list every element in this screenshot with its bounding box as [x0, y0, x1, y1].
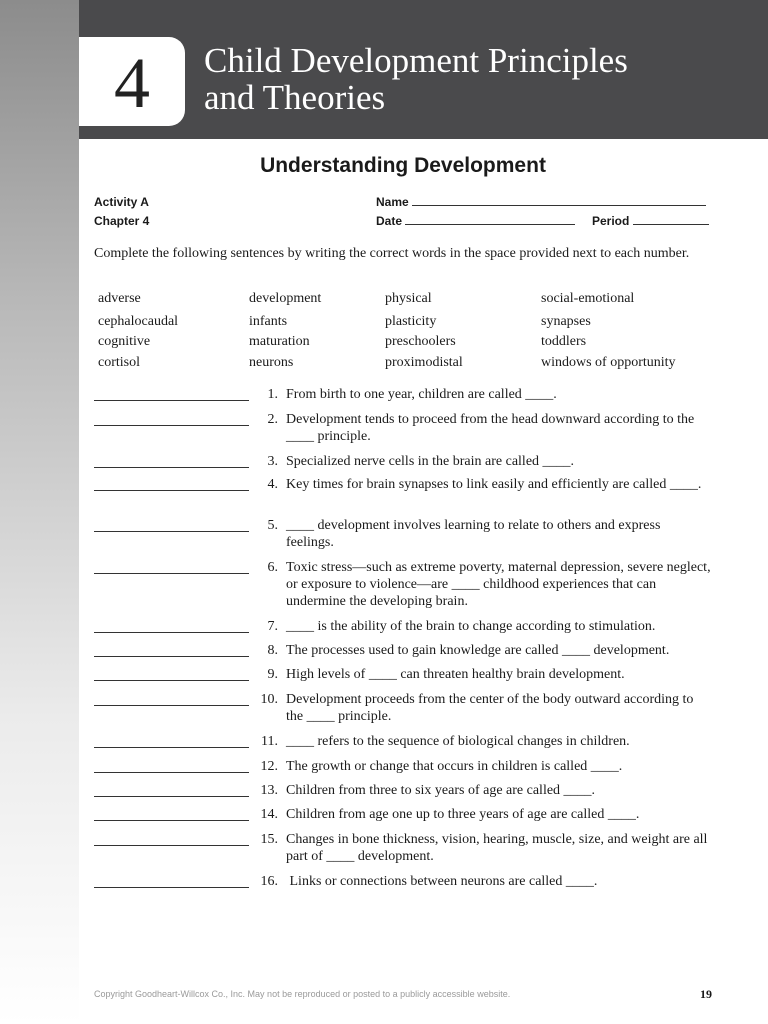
chapter-number: 4 — [114, 43, 150, 123]
answer-blank[interactable] — [94, 691, 249, 706]
answer-blank[interactable] — [94, 411, 249, 426]
question-text: Development proceeds from the center of the body outward according to the ____ principle. — [286, 692, 694, 724]
question-number: 7. — [267, 619, 278, 634]
question-number: 6. — [267, 560, 278, 575]
question-number: 9. — [267, 667, 278, 682]
copyright-notice: Copyright Goodheart-Willcox Co., Inc. May not be reproduced or posted to a publicly accessible website. — [94, 989, 511, 999]
answer-blank[interactable] — [94, 733, 249, 748]
word-bank-item: cephalocaudal — [98, 314, 179, 329]
instructions: Complete the following sentences by writing the correct words in the space provided next to each number. — [94, 246, 690, 261]
question-text: Specialized nerve cells in the brain are called ____. — [286, 454, 575, 469]
question-text: From birth to one year, children are called ____. — [286, 387, 557, 402]
question-text: ____ development involves learning to relate to others and express feelings. — [286, 518, 661, 550]
answer-blank[interactable] — [94, 453, 249, 468]
question-text: Links or connections between neurons are called ____. — [286, 874, 598, 889]
word-bank-item: infants — [249, 314, 288, 329]
chapter-title-line-2: and Theories — [204, 78, 386, 117]
answer-blank[interactable] — [94, 386, 249, 401]
question-text: Changes in bone thickness, vision, hearing, muscle, size, and weight are all part of ____ development. — [286, 832, 708, 864]
question-text: Development tends to proceed from the head downward according to the ____ principle. — [286, 412, 695, 444]
period-label: Period — [592, 214, 630, 228]
answer-blank[interactable] — [94, 559, 249, 574]
answer-blank[interactable] — [94, 618, 249, 633]
answer-blank[interactable] — [94, 666, 249, 681]
answer-blank[interactable] — [94, 782, 249, 797]
word-bank-item: proximodistal — [385, 355, 463, 370]
date-field[interactable] — [376, 214, 575, 228]
period-field[interactable] — [592, 214, 709, 228]
question-text: The processes used to gain knowledge are called ____ development. — [286, 643, 670, 658]
activity-label: Activity A — [94, 195, 149, 209]
question-number: 14. — [260, 807, 278, 822]
section-title: Understanding Development — [260, 154, 546, 177]
period-input-line[interactable] — [633, 214, 709, 225]
chapter-title — [204, 42, 744, 116]
question-text: High levels of ____ can threaten healthy brain development. — [286, 667, 625, 682]
word-bank-item: physical — [385, 291, 432, 306]
word-bank-item: preschoolers — [385, 334, 456, 349]
word-bank-item: cortisol — [98, 355, 140, 370]
word-bank-item: development — [249, 291, 322, 306]
word-bank-item: windows of opportunity — [541, 355, 676, 370]
page-number: 19 — [700, 987, 712, 1001]
word-bank-item: synapses — [541, 314, 591, 329]
question-number: 16. — [260, 874, 278, 889]
answer-blank[interactable] — [94, 831, 249, 846]
answer-blank[interactable] — [94, 758, 249, 773]
word-bank-item: toddlers — [541, 334, 587, 349]
name-field[interactable] — [376, 195, 706, 209]
word-bank-item: social-emotional — [541, 291, 635, 306]
name-input-line[interactable] — [412, 195, 706, 206]
question-number: 5. — [267, 518, 278, 533]
question-number: 11. — [261, 734, 278, 749]
question-number: 15. — [260, 832, 278, 847]
question-number: 10. — [260, 692, 278, 707]
word-bank-item: maturation — [249, 334, 310, 349]
word-bank-item: neurons — [249, 355, 294, 370]
question-number: 1. — [267, 387, 278, 402]
question-text: Toxic stress—such as extreme poverty, maternal depression, severe neglect, or exposure to violence—are ____ childhood experiences that can undermine the developing brain. — [286, 560, 711, 609]
question-number: 2. — [267, 412, 278, 427]
question-text: The growth or change that occurs in children is called ____. — [286, 759, 623, 774]
answer-blank[interactable] — [94, 476, 249, 491]
answer-blank[interactable] — [94, 642, 249, 657]
question-text: ____ is the ability of the brain to change according to stimulation. — [286, 619, 656, 634]
question-number: 4. — [267, 477, 278, 492]
question-text: ____ refers to the sequence of biological changes in children. — [286, 734, 630, 749]
chapter-label: Chapter 4 — [94, 214, 150, 228]
word-bank-item: plasticity — [385, 314, 437, 329]
question-text: Children from three to six years of age are called ____. — [286, 783, 596, 798]
question-number: 13. — [260, 783, 278, 798]
question-text: Key times for brain synapses to link easily and efficiently are called ____. — [286, 477, 702, 492]
answer-blank[interactable] — [94, 873, 249, 888]
date-input-line[interactable] — [405, 214, 575, 225]
word-bank-item: cognitive — [98, 334, 151, 349]
answer-blank[interactable] — [94, 806, 249, 821]
question-text: Children from age one up to three years of age are called ____. — [286, 807, 640, 822]
answer-blank[interactable] — [94, 517, 249, 532]
side-gradient-strip — [0, 0, 79, 1024]
question-number: 3. — [267, 454, 278, 469]
chapter-title-line-1: Child Development Principles — [204, 41, 628, 80]
date-label: Date — [376, 214, 403, 228]
word-bank-item: adverse — [98, 291, 141, 306]
name-label: Name — [376, 195, 409, 209]
question-number: 8. — [267, 643, 278, 658]
question-number: 12. — [260, 759, 278, 774]
